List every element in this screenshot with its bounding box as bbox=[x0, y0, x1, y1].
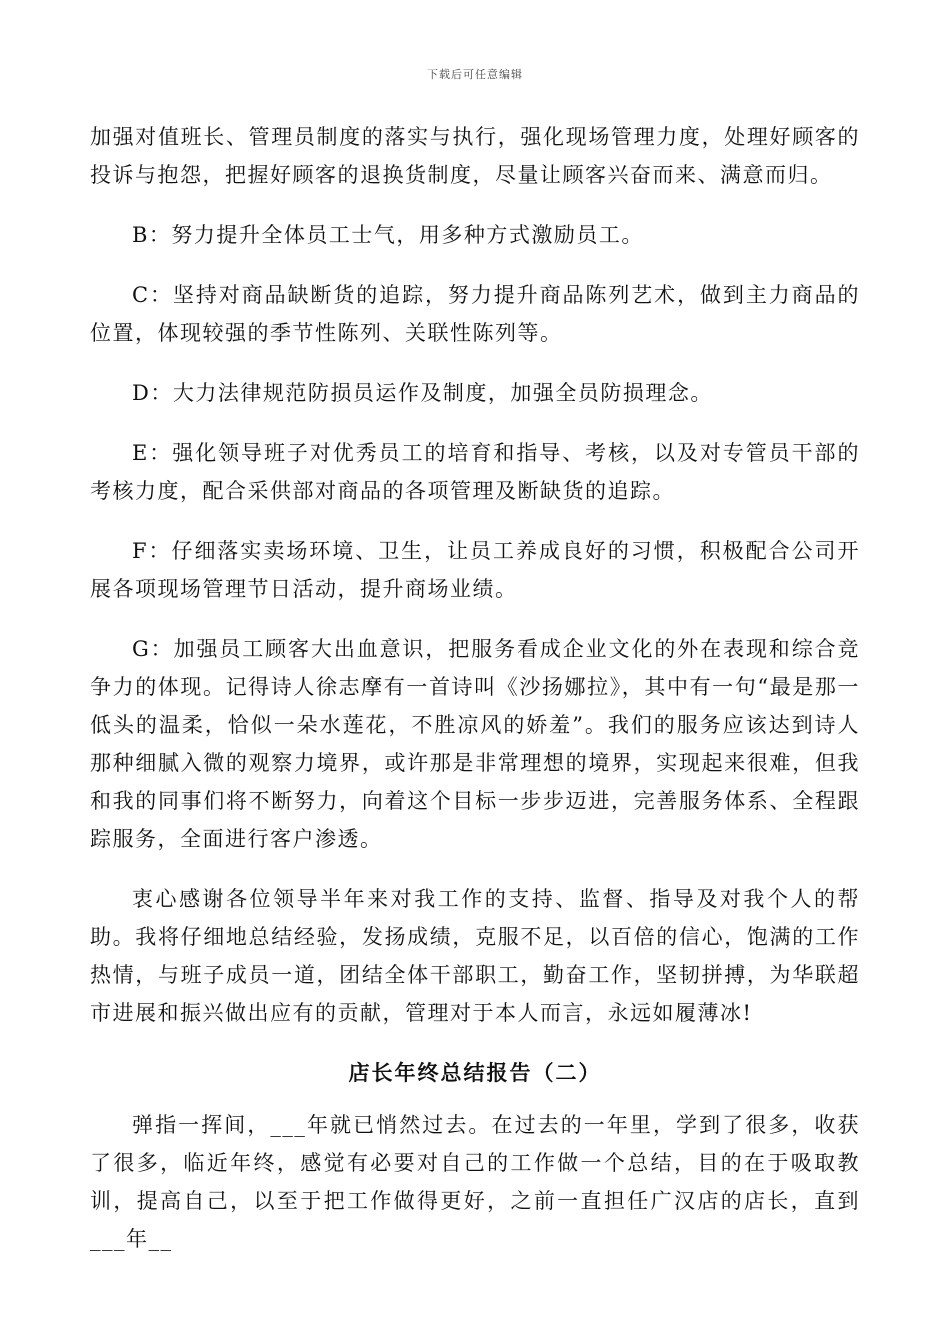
section-title: 店长年终总结报告（二） bbox=[348, 1060, 602, 1085]
paragraph-item-d: D：大力法律规范防损员运作及制度，加强全员防损理念。 bbox=[132, 381, 713, 405]
paragraph-item-e: E：强化领导班子对优秀员工的培育和指导、考核，以及对专管员干部的考核力度，配合采供部对商品的各项管理及断缺货的追踪。 bbox=[90, 441, 860, 503]
paragraph-management: 加强对值班长、管理员制度的落实与执行，强化现场管理力度，处理好顾客的投诉与抱怨，把握好顾客的退换货制度，尽量让顾客兴奋而来、满意而归。 bbox=[90, 125, 860, 187]
paragraph-item-c: C：坚持对商品缺断货的追踪，努力提升商品陈列艺术，做到主力商品的位置，体现较强的季节性陈列、关联性陈列等。 bbox=[90, 283, 860, 345]
paragraph-item-g: G：加强员工顾客大出血意识，把服务看成企业文化的外在表现和综合竞争力的体现。记得诗人徐志摩有一首诗叫《沙扬娜拉》，其中有一句“最是那一低头的温柔，恰似一朵水莲花，不胜凉风的娇羞”。我们的服务应该达到诗人那种细腻入微的观察力境界，或许那是非常理想的境界，实现起来很难，但我和我的同事们将不断努力，向着这个目标一步步迈进，完善服务体系、全程跟踪服务，全面进行客户渗透。 bbox=[90, 637, 860, 851]
document-body bbox=[90, 118, 860, 1280]
paragraph-section-intro: 弹指一挥间，___年就已悄然过去。在过去的一年里，学到了很多，收获了很多，临近年终，感觉有必要对自己的工作做一个总结，目的在于吸取教训，提高自己，以至于把工作做得更好，之前一直担任广汉店的店长，直到___年__ bbox=[90, 1113, 860, 1251]
paragraph-item-f: F：仔细落实卖场环境、卫生，让员工养成良好的习惯，积极配合公司开展各项现场管理节日活动，提升商场业绩。 bbox=[90, 539, 860, 601]
paragraph-item-b: B：努力提升全体员工士气，用多种方式激励员工。 bbox=[132, 223, 644, 247]
page-header: 下载后可任意编辑 bbox=[427, 68, 523, 81]
paragraph-thanks: 衷心感谢各位领导半年来对我工作的支持、监督、指导及对我个人的帮助。我将仔细地总结经验，发扬成绩，克服不足，以百倍的信心，饱满的工作热情，与班子成员一道，团结全体干部职工，勤奋工作，坚韧拼搏，为华联超市进展和振兴做出应有的贡献，管理对于本人而言，永远如履薄冰! bbox=[90, 887, 860, 1025]
